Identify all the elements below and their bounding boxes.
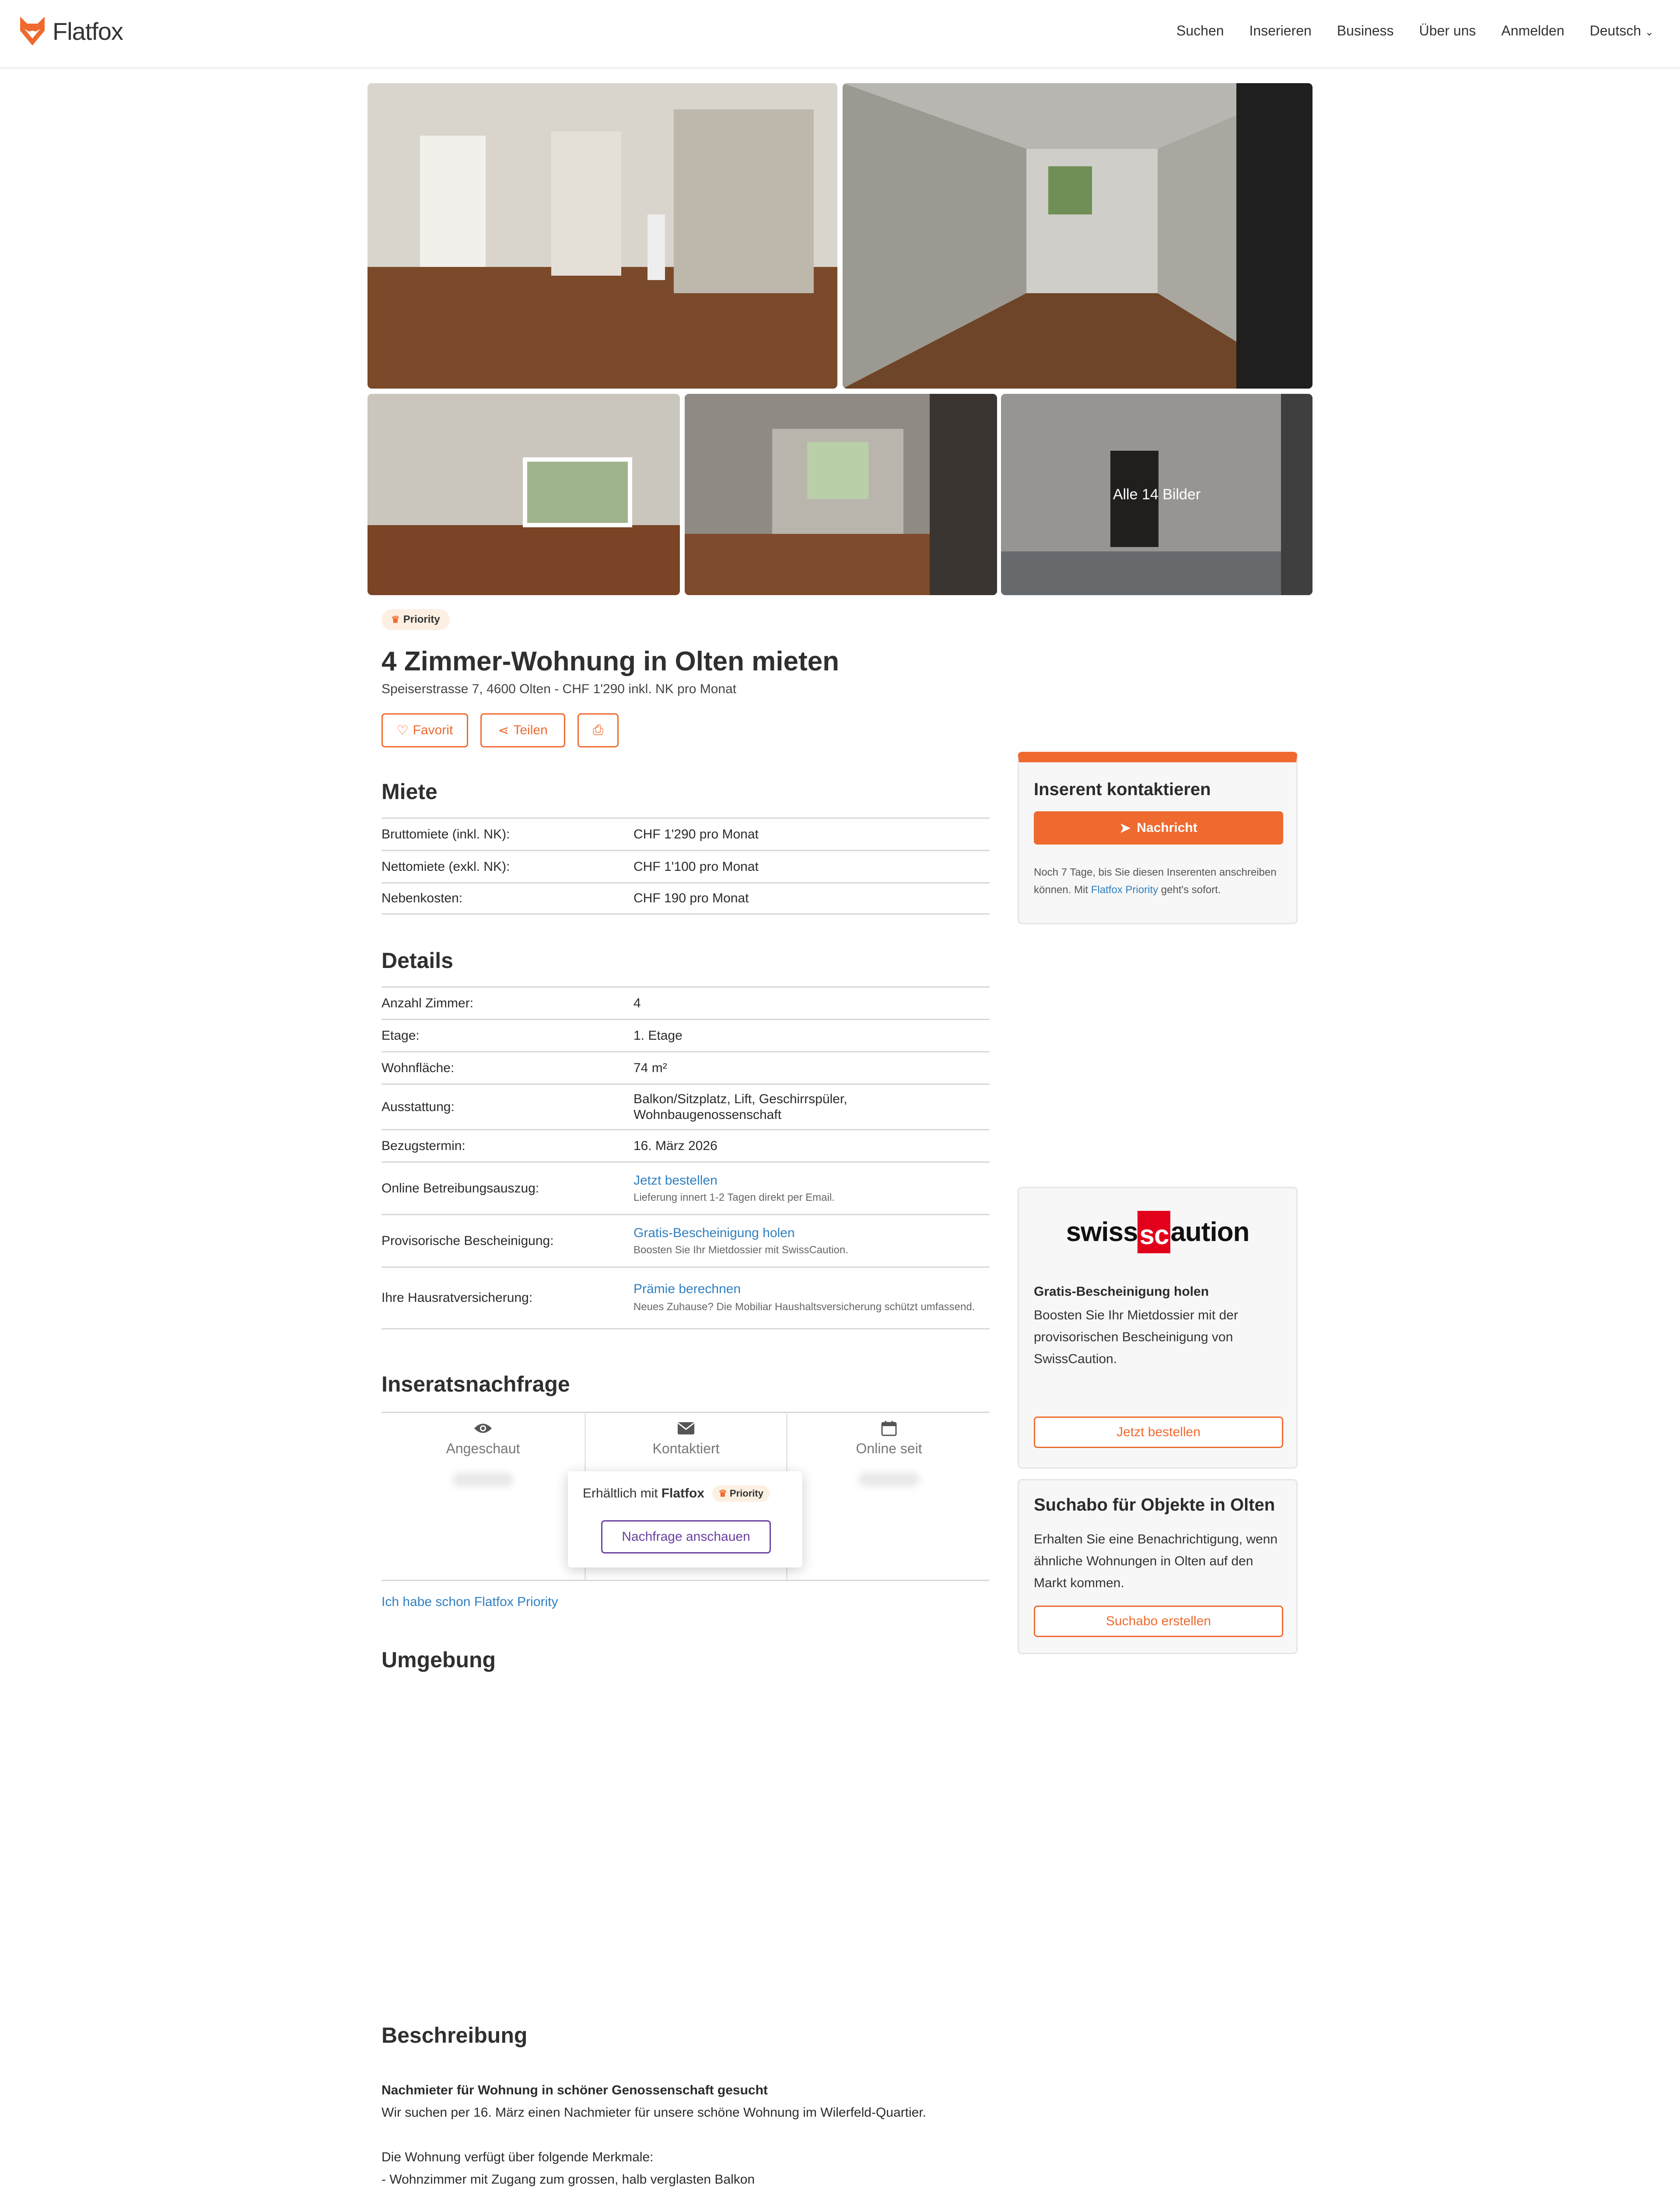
demand-top-divider: [382, 1412, 990, 1413]
table-row: [382, 1083, 990, 1129]
popup-badge: [712, 1485, 770, 1502]
demand-bottom-divider: [382, 1580, 990, 1581]
row-key: Ihre Hausratversicherung:: [382, 1290, 533, 1305]
row-value: [634, 1173, 990, 1204]
share-button[interactable]: [480, 713, 565, 747]
main-nav: [1176, 23, 1654, 39]
page-title: 4 Zimmer-Wohnung in Olten mieten: [382, 646, 840, 677]
table-row: [382, 1266, 990, 1329]
rent-table: [382, 817, 990, 915]
stat-viewed: [382, 1413, 584, 1580]
table-row: [382, 986, 990, 1019]
description-text: Wir suchen per 16. März einen Nachmieter für unsere schöne Wohnung im Wilerfeld-Quartier. Die Wohnung verfügt über folgende Merkmale: - Wohnzimmer mit Zugang zum grossen, halb verglasten Balkon: [382, 2105, 926, 2187]
row-key: Wohnfläche:: [382, 1060, 455, 1075]
swisscaution-logo-part: swiss: [1066, 1217, 1138, 1247]
view-demand-button[interactable]: Nachfrage anschauen: [601, 1520, 771, 1553]
search-alert-card: [1018, 1479, 1298, 1654]
header: [0, 0, 1680, 69]
table-row: [382, 1019, 990, 1051]
gallery-photo-all[interactable]: [1001, 394, 1312, 595]
table-row: [382, 1129, 990, 1161]
heart-icon: ♡: [396, 723, 409, 738]
order-debt-extract-link[interactable]: Jetzt bestellen: [634, 1173, 718, 1188]
map-area[interactable]: [382, 1685, 1298, 1991]
alert-card-text: Erhalten Sie eine Benachrichtigung, wenn ähnliche Wohnungen in Olten auf den Markt kommen.: [1034, 1532, 1278, 1590]
row-value: CHF 1'100 pro Monat: [634, 859, 759, 874]
message-button[interactable]: [1034, 811, 1283, 845]
row-value: 4: [634, 996, 641, 1010]
priority-badge: [382, 609, 450, 630]
have-priority-link[interactable]: Ich habe schon Flatfox Priority: [382, 1595, 558, 1609]
row-value: 1. Etage: [634, 1028, 682, 1043]
popup-brand: Flatfox: [661, 1486, 705, 1501]
nav-ueber-uns[interactable]: Über uns: [1419, 23, 1476, 39]
row-value: CHF 1'290 pro Monat: [634, 827, 759, 842]
row-note: Neues Zuhause? Die Mobiliar Haushaltsversicherung schützt umfassend.: [634, 1301, 975, 1313]
row-note: Lieferung innert 1-2 Tagen direkt per Email.: [634, 1191, 835, 1203]
order-certificate-button[interactable]: Jetzt bestellen: [1034, 1417, 1283, 1448]
row-value: [634, 1226, 990, 1256]
row-key: Nettomiete (exkl. NK):: [382, 859, 510, 874]
note-text-end: geht's sofort.: [1158, 884, 1221, 896]
priority-link[interactable]: Flatfox Priority: [1091, 884, 1158, 896]
table-row: [382, 1214, 990, 1266]
table-row: [382, 882, 990, 915]
stat-label: Online seit: [856, 1441, 922, 1456]
favorite-label: Favorit: [413, 723, 453, 737]
fox-logo-icon: [18, 16, 46, 46]
gallery-photo-4[interactable]: [685, 394, 997, 595]
swisscaution-logo-part: aution: [1170, 1217, 1250, 1247]
favorite-button[interactable]: [382, 713, 468, 747]
stat-value-blurred: [452, 1473, 514, 1487]
print-button[interactable]: [578, 713, 619, 747]
language-dropdown[interactable]: [1590, 23, 1654, 39]
gallery-photo-2[interactable]: [843, 83, 1312, 389]
stat-label: Kontaktiert: [652, 1441, 720, 1456]
rent-heading: Miete: [382, 779, 438, 804]
row-key: Online Betreibungsauszug:: [382, 1181, 539, 1196]
row-value: 16. März 2026: [634, 1138, 718, 1153]
contact-card-heading: Inserent kontaktieren: [1034, 780, 1211, 799]
mail-icon: [586, 1416, 786, 1441]
create-alert-button[interactable]: Suchabo erstellen: [1034, 1606, 1283, 1637]
all-images-label: Alle 14 Bilder: [1001, 394, 1312, 595]
row-key: Anzahl Zimmer:: [382, 996, 474, 1010]
row-value: 74 m²: [634, 1060, 667, 1075]
send-icon: ➤: [1120, 820, 1131, 835]
gallery-photo-1[interactable]: [368, 83, 837, 389]
logo-text: Flatfox: [52, 17, 123, 45]
note-text: Noch 7 Tage, bis Sie diesen Inserenten anschreiben können. Mit: [1034, 866, 1277, 896]
crown-icon: ♛: [391, 614, 400, 625]
eye-icon: [382, 1416, 584, 1441]
table-row: [382, 817, 990, 850]
description-body: [382, 2057, 994, 2188]
table-row: [382, 1161, 990, 1214]
share-label: Teilen: [513, 723, 548, 737]
table-row: [382, 1051, 990, 1083]
free-certificate-link[interactable]: Gratis-Bescheinigung holen: [634, 1225, 795, 1240]
details-table: [382, 986, 990, 1329]
calendar-icon: [788, 1416, 990, 1441]
priority-popup: [568, 1471, 802, 1567]
row-key: Bruttomiete (inkl. NK):: [382, 827, 510, 842]
row-key: Nebenkosten:: [382, 891, 463, 905]
stat-label: Angeschaut: [446, 1441, 520, 1456]
stat-value-blurred: [858, 1473, 920, 1487]
calculate-premium-link[interactable]: Prämie berechnen: [634, 1282, 741, 1296]
details-heading: Details: [382, 948, 453, 973]
nav-anmelden[interactable]: Anmelden: [1501, 23, 1564, 39]
swiss-card-text: Boosten Sie Ihr Mietdossier mit der provisorischen Bescheinigung von SwissCaution.: [1034, 1308, 1238, 1366]
row-key: Provisorische Bescheinigung:: [382, 1233, 554, 1248]
demand-heading: Inseratsnachfrage: [382, 1372, 570, 1396]
popup-badge-label: Priority: [729, 1488, 763, 1499]
message-button-label: Nachricht: [1137, 820, 1197, 835]
swisscaution-logo: [1019, 1206, 1296, 1258]
logo[interactable]: [18, 16, 123, 46]
swisscaution-card: [1018, 1187, 1298, 1469]
row-value: [634, 1282, 990, 1314]
description-heading: Beschreibung: [382, 2023, 528, 2048]
surroundings-heading: Umgebung: [382, 1648, 496, 1672]
row-key: Bezugstermin:: [382, 1138, 466, 1153]
contact-card: [1018, 752, 1298, 924]
row-key: Ausstattung:: [382, 1099, 455, 1114]
nav-business[interactable]: Business: [1337, 23, 1394, 39]
priority-badge-label: Priority: [403, 614, 440, 625]
popup-line: [583, 1485, 770, 1502]
language-label: Deutsch: [1589, 23, 1641, 39]
row-key: Etage:: [382, 1028, 420, 1043]
alert-card-heading: Suchabo für Objekte in Olten: [1034, 1495, 1275, 1515]
swiss-card-heading: Gratis-Bescheinigung holen: [1034, 1284, 1209, 1299]
row-value: CHF 190 pro Monat: [634, 891, 749, 905]
nav-suchen[interactable]: Suchen: [1176, 23, 1224, 39]
share-icon: ⋖: [498, 723, 509, 738]
gallery-photo-3[interactable]: [368, 394, 680, 595]
popup-text: Erhältlich mit: [583, 1486, 658, 1501]
swisscaution-logo-mark: sc: [1138, 1211, 1170, 1253]
table-row: [382, 850, 990, 882]
print-icon: ⎙: [593, 723, 603, 737]
nav-inserieren[interactable]: Inserieren: [1249, 23, 1312, 39]
crown-icon: ♛: [718, 1488, 727, 1499]
contact-note: [1034, 864, 1283, 899]
stat-online-since: [788, 1413, 990, 1580]
listing-subtitle: Speiserstrasse 7, 4600 Olten - CHF 1'290 inkl. NK pro Monat: [382, 682, 737, 696]
description-lead: Nachmieter für Wohnung in schöner Genossenschaft gesucht: [382, 2083, 768, 2097]
row-value: Balkon/Sitzplatz, Lift, Geschirrspüler, Wohnbaugenossenschaft: [634, 1091, 847, 1122]
chevron-down-icon: ⌄: [1645, 26, 1654, 38]
row-note: Boosten Sie Ihr Mietdossier mit SwissCaution.: [634, 1244, 848, 1256]
